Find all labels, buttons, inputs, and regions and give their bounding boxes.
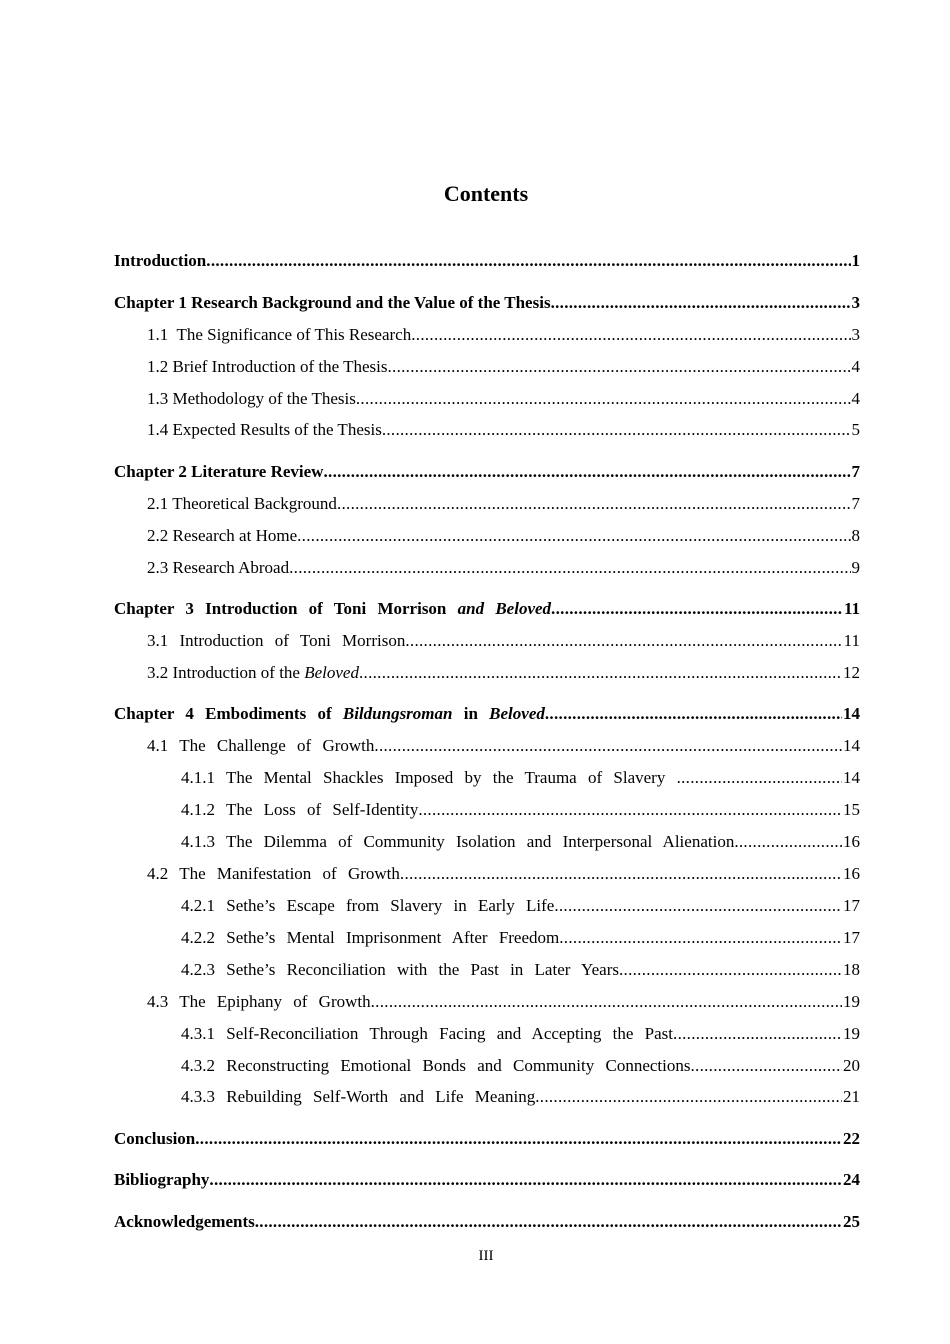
dot-leader	[195, 1128, 842, 1150]
toc-section-entry[interactable]	[147, 991, 860, 1013]
toc-page-number: 4	[851, 357, 860, 376]
dot-leader	[209, 1169, 842, 1191]
toc-page-number: 24	[843, 1170, 860, 1189]
toc-page-number: 7	[851, 462, 860, 481]
toc-page-number: 8	[851, 526, 860, 545]
toc-entry-label: 1.4 Expected Results of the Thesis	[147, 420, 382, 439]
toc-chapter-entry[interactable]	[114, 598, 860, 620]
label-text: in	[452, 704, 490, 723]
toc-entry-label: 4.2.2 Sethe’s Mental Imprisonment After Freedom	[181, 928, 560, 947]
page-title: Contents	[443, 181, 529, 206]
toc-section-entry[interactable]	[147, 863, 860, 885]
toc-section-entry[interactable]	[147, 735, 860, 757]
toc-entry-label: 2.3 Research Abroad	[147, 558, 290, 577]
toc-entry-label: 4.3.2 Reconstructing Emotional Bonds and Community Connections	[181, 1056, 691, 1075]
dot-leader	[255, 1211, 842, 1233]
toc-entry-label: 4.2.3 Sethe’s Reconciliation with the Past in Later Years	[181, 960, 619, 979]
toc-section-entry[interactable]	[181, 799, 860, 821]
toc-page-number: 16	[843, 864, 860, 883]
italic-title-text: Beloved	[489, 704, 545, 723]
toc-entry-label: 4.1.3 The Dilemma of Community Isolation and Interpersonal Alienation	[181, 832, 735, 851]
toc-entry-label	[114, 703, 545, 725]
toc-entry-label	[147, 662, 359, 684]
dot-leader	[677, 767, 842, 789]
toc-entry-label: Introduction	[114, 251, 207, 270]
toc-entry-label: Bibliography	[114, 1170, 210, 1189]
toc-page-number: 4	[851, 389, 860, 408]
toc-entry-label: 3.1 Introduction of Toni Morrison	[147, 631, 406, 650]
dot-leader	[559, 927, 842, 949]
dot-leader	[337, 493, 851, 515]
toc-section-entry[interactable]	[147, 493, 860, 515]
toc-entry-label: Conclusion	[114, 1129, 196, 1148]
toc-entry-label: Acknowledgements	[114, 1212, 255, 1231]
toc-section-entry[interactable]	[181, 895, 860, 917]
toc-page-number: 14	[843, 736, 860, 755]
toc-page-number: 14	[843, 768, 860, 787]
dot-leader	[400, 863, 842, 885]
dot-leader	[387, 356, 850, 378]
toc-page-number: 11	[843, 599, 860, 618]
toc-entry-label: Chapter 2 Literature Review	[114, 462, 324, 481]
toc-entry-label: 4.2 The Manifestation of Growth	[147, 864, 400, 883]
toc-page-number: 22	[843, 1129, 860, 1148]
toc-entry-label: 4.1.2 The Loss of Self-Identity	[181, 800, 419, 819]
toc-entry-label: Chapter 1 Research Background and the Value of the Thesis	[114, 293, 551, 312]
toc-entry-label	[114, 598, 551, 620]
dot-leader	[374, 735, 842, 757]
toc-entry-label: 1.2 Brief Introduction of the Thesis	[147, 357, 388, 376]
dot-leader	[734, 831, 842, 853]
toc-page-number: 7	[851, 494, 860, 513]
toc-page-number: 16	[843, 832, 860, 851]
dot-leader	[551, 598, 843, 620]
toc-section-entry[interactable]	[147, 662, 860, 684]
toc-entry-label: 4.3.1 Self-Reconciliation Through Facing and Accepting the Past	[181, 1024, 674, 1043]
toc-page-number: 17	[843, 928, 860, 947]
italic-title-text: and Beloved	[457, 599, 552, 618]
toc-entry-label: 2.1 Theoretical Background	[147, 494, 337, 513]
toc-entry-label: 4.3.3 Rebuilding Self-Worth and Life Meaning	[181, 1087, 536, 1106]
toc-section-entry[interactable]	[147, 388, 860, 410]
toc-chapter-entry[interactable]	[114, 250, 860, 272]
toc-page-number: 3	[851, 325, 860, 344]
dot-leader	[619, 959, 842, 981]
toc-chapter-entry[interactable]	[114, 292, 860, 314]
toc-section-entry[interactable]	[147, 525, 860, 547]
toc-section-entry[interactable]	[181, 1055, 860, 1077]
toc-page-number: 5	[851, 420, 860, 439]
toc-chapter-entry[interactable]	[114, 1211, 860, 1233]
toc-section-entry[interactable]	[181, 831, 860, 853]
dot-leader	[411, 324, 850, 346]
dot-leader	[545, 703, 842, 725]
toc-section-entry[interactable]	[181, 767, 860, 789]
dot-leader	[673, 1023, 842, 1045]
toc-chapter-entry[interactable]	[114, 703, 860, 725]
toc-section-entry[interactable]	[181, 1023, 860, 1045]
toc-section-entry[interactable]	[181, 1086, 860, 1108]
page-number: III	[478, 1248, 494, 1264]
toc-chapter-entry[interactable]	[114, 1128, 860, 1150]
toc-section-entry[interactable]	[147, 324, 860, 346]
toc-page-number: 20	[843, 1056, 860, 1075]
toc-section-entry[interactable]	[147, 557, 860, 579]
toc-page-number: 12	[843, 663, 860, 682]
toc-page-number: 19	[843, 1024, 860, 1043]
toc-entry-label: 4.3 The Epiphany of Growth	[147, 992, 371, 1011]
toc-section-entry[interactable]	[181, 959, 860, 981]
dot-leader	[382, 419, 851, 441]
toc-page-number: 15	[843, 800, 860, 819]
toc-page-number: 1	[851, 251, 860, 270]
toc-entry-label: 1.3 Methodology of the Thesis	[147, 389, 356, 408]
dot-leader	[356, 388, 851, 410]
dot-leader	[535, 1086, 842, 1108]
toc-entry-label: 4.2.1 Sethe’s Escape from Slavery in Early Life	[181, 896, 555, 915]
dot-leader	[554, 895, 842, 917]
toc-page-number: 25	[843, 1212, 860, 1231]
dot-leader	[405, 630, 842, 652]
toc-section-entry[interactable]	[147, 356, 860, 378]
toc-entry-label: 4.1 The Challenge of Growth	[147, 736, 375, 755]
toc-page-number: 11	[843, 631, 860, 650]
toc-section-entry[interactable]	[147, 630, 860, 652]
dot-leader	[297, 525, 850, 547]
dot-leader	[418, 799, 842, 821]
toc-entry-label: 4.1.1 The Mental Shackles Imposed by the Trauma of Slavery	[181, 768, 677, 787]
toc-chapter-entry[interactable]	[114, 461, 860, 483]
toc-page-number: 17	[843, 896, 860, 915]
dot-leader	[323, 461, 850, 483]
toc-entry-label: 1.1 The Significance of This Research	[147, 325, 412, 344]
toc-page-number: 3	[851, 293, 860, 312]
dot-leader	[206, 250, 850, 272]
toc-page-number: 21	[843, 1087, 860, 1106]
toc-section-entry[interactable]	[147, 419, 860, 441]
italic-title-text: Beloved	[304, 663, 359, 682]
label-text: Chapter 3 Introduction of Toni Morrison	[114, 599, 458, 618]
italic-title-text: Bildungsroman	[342, 704, 453, 723]
dot-leader	[359, 662, 842, 684]
toc-page-number: 14	[843, 704, 860, 723]
toc-entry-label: 2.2 Research at Home	[147, 526, 298, 545]
toc-section-entry[interactable]	[181, 927, 860, 949]
dot-leader	[371, 991, 842, 1013]
toc-page-number: 9	[851, 558, 860, 577]
toc-page-number: 18	[843, 960, 860, 979]
toc-page-number: 19	[843, 992, 860, 1011]
dot-leader	[289, 557, 850, 579]
label-text: 3.2 Introduction of the	[147, 663, 305, 682]
toc-chapter-entry[interactable]	[114, 1169, 860, 1191]
dot-leader	[690, 1055, 842, 1077]
label-text: Chapter 4 Embodiments of	[114, 704, 343, 723]
dot-leader	[551, 292, 851, 314]
